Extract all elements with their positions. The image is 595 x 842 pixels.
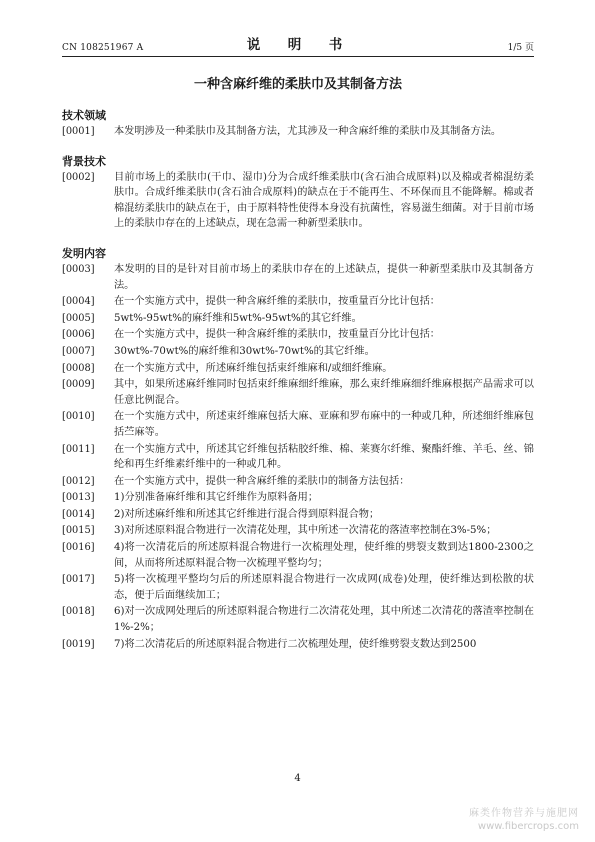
paragraph-text: 其中，如果所述麻纤维同时包括束纤维麻细纤维麻，那么束纤维麻细纤维麻根据产品需求可以任意比例混合。 [114, 379, 534, 406]
paragraph-text: 2)对所述麻纤维和所述其它纤维进行混合得到原料混合物； [114, 508, 380, 520]
paragraph-text: 6)对一次成网处理后的所述原料混合物进行二次清花处理，其中所述二次清花的落渣率控制在1%-2%； [114, 606, 534, 634]
paragraph [62, 490, 534, 506]
paragraph-number: [0017] [62, 574, 95, 586]
page-header [62, 34, 534, 56]
watermark-url: www.fibercrops.com [477, 821, 579, 832]
paragraph-text: 在一个实施方式中，所述麻纤维包括束纤维麻和/或细纤维麻。 [114, 362, 393, 374]
paragraph-number: [0016] [62, 542, 95, 554]
paragraph-text: 5)将一次梳理平整均匀后的所述原料混合物进行一次成网(成卷)处理，使纤维达到松散的状态，便于后面继续加工； [114, 574, 534, 601]
paragraph [62, 170, 534, 232]
paragraph [62, 294, 534, 310]
paragraph-text: 3)对所述原料混合物进行一次清花处理，其中所述一次清花的落渣率控制在3%-5%； [114, 525, 497, 537]
paragraph [62, 523, 534, 539]
paragraph [62, 377, 534, 408]
paragraph [62, 409, 534, 440]
section-heading: 技术领域 [62, 109, 106, 122]
site-watermark [469, 808, 579, 833]
paragraph-number: [0018] [62, 606, 95, 618]
paragraph [62, 474, 534, 490]
paragraph-number: [0015] [62, 525, 95, 537]
watermark-title: 麻类作物营养与施肥网 [469, 808, 579, 819]
paragraph [62, 262, 534, 293]
section-heading: 背景技术 [62, 154, 106, 168]
paragraph-text: 在一个实施方式中，所述其它纤维包括粘胶纤维、棉、莱赛尔纤维、聚酯纤维、羊毛、丝、锦纶和再生纤维素纤维中的一种或几种。 [114, 443, 534, 471]
header-rule [62, 56, 534, 57]
paragraph-text: 在一个实施方式中，提供一种含麻纤维的柔肤巾的制备方法包括： [114, 475, 410, 487]
paragraph-text: 目前市场上的柔肤巾(干巾、湿巾)分为合成纤维柔肤巾(含石油合成原料)以及棉或者棉混纺柔肤巾。合成纤维柔肤巾(含石油合成原料)的缺点在于不能再生、不环保而且不能降解。棉或者棉混纺柔肤巾的缺点在于，由于原料特性使得本身没有抗菌性，容易滋生细菌。对于目前市场上的柔肤巾存在的上述缺点，现在急需一种新型柔肤巾。 [114, 171, 534, 230]
paragraph-number: [0002] [62, 171, 95, 183]
document-body [62, 108, 534, 653]
paragraph [62, 344, 534, 360]
document-title: 一种含麻纤维的柔肤巾及其制备方法 [193, 77, 402, 92]
paragraph-text: 4)将一次清花后的所述原料混合物进行一次梳理处理，使纤维的劈裂支数到达1800-2300之间，从而将所述原料混合物一次梳理平整均匀； [114, 542, 534, 569]
paragraph-number: [0008] [62, 362, 95, 374]
paragraph-number: [0012] [62, 475, 95, 487]
paragraph-number: [0014] [62, 508, 95, 520]
paragraph [62, 572, 534, 603]
paragraph-text: 30wt%-70wt%的麻纤维和30wt%-70wt%的其它纤维。 [114, 345, 375, 357]
paragraph-number: [0019] [62, 638, 95, 650]
paragraph-number: [0007] [62, 345, 95, 357]
paragraph-text: 在一个实施方式中，提供一种含麻纤维的柔肤巾，按重量百分比计包括： [114, 296, 440, 308]
paragraph-number: [0006] [62, 329, 95, 341]
paragraph [62, 540, 534, 571]
paragraph-number: [0005] [62, 312, 95, 324]
paragraph [62, 604, 534, 635]
paragraph [62, 124, 534, 140]
paragraph-number: [0013] [62, 492, 95, 504]
paragraph-number: [0009] [62, 379, 95, 391]
paragraph-number: [0011] [62, 443, 95, 455]
document-code: CN 108251967 A [62, 43, 144, 53]
paragraph [62, 311, 534, 327]
paragraph [62, 361, 534, 377]
paragraph-text: 7)将二次清花后的所述原料混合物进行二次梳理处理，使纤维劈裂支数达到2500 [114, 638, 477, 650]
paragraph [62, 507, 534, 523]
paragraph-number: [0010] [62, 411, 95, 423]
paragraph-number: [0001] [62, 126, 95, 137]
paragraph-text: 在一个实施方式中，所述束纤维麻包括大麻、亚麻和罗布麻中的一种或几种，所述细纤维麻包括苎麻等。 [114, 411, 534, 438]
section-label: 说 明 书 [246, 37, 350, 53]
page-number: 4 [294, 773, 301, 784]
section-heading: 发明内容 [62, 246, 106, 260]
paragraph-number: [0003] [62, 263, 95, 275]
paragraph-text: 在一个实施方式中，提供一种含麻纤维的柔肤巾，按重量百分比计包括： [114, 329, 440, 341]
paragraph-text: 本发明涉及一种柔肤巾及其制备方法，尤其涉及一种含麻纤维的柔肤巾及其制备方法。 [114, 126, 502, 137]
paragraph-text: 本发明的目的是针对目前市场上的柔肤巾存在的上述缺点，提供一种新型柔肤巾及其制备方法。 [114, 263, 534, 291]
page-indicator: 1/5 页 [507, 43, 534, 53]
paragraph-text: 5wt%-95wt%的麻纤维和5wt%-95wt%的其它纤维。 [114, 312, 362, 324]
paragraph [62, 327, 534, 343]
paragraph [62, 442, 534, 473]
paragraph-number: [0004] [62, 296, 95, 308]
paragraph-text: 1)分别准备麻纤维和其它纤维作为原料备用； [114, 492, 319, 504]
paragraph [62, 637, 534, 653]
